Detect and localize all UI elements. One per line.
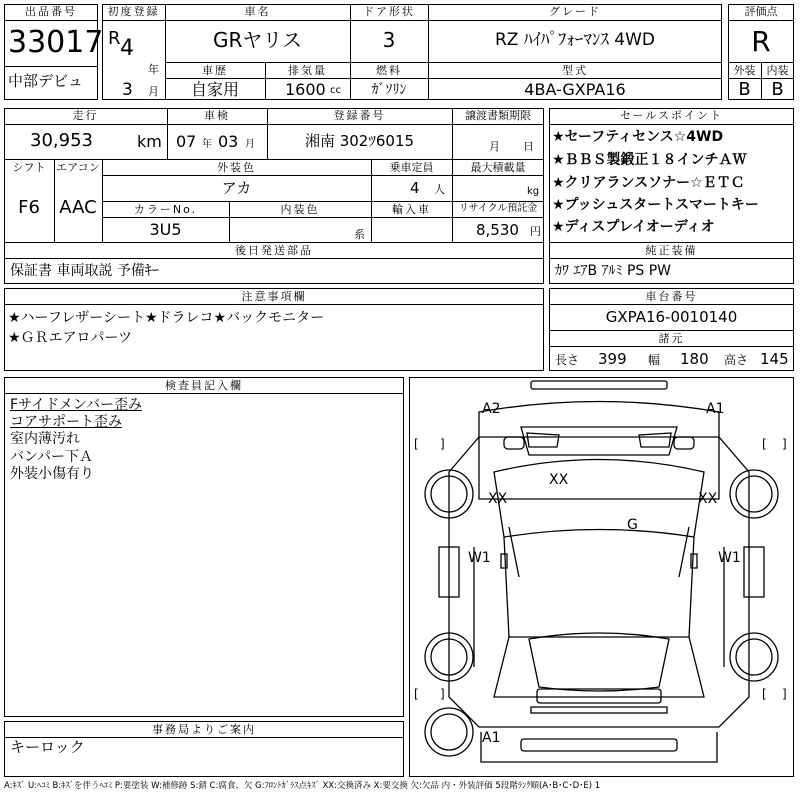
- score: R: [751, 25, 771, 58]
- equipment-header: 純正装備: [645, 244, 698, 257]
- grade-header: グレード: [549, 5, 601, 18]
- load-unit: kg: [527, 186, 540, 197]
- mark-a1-bottom: A1: [482, 730, 501, 746]
- bracket-r3: ]: [440, 687, 445, 701]
- car-name-header: 車名: [244, 5, 271, 18]
- import-header: 輸入車: [392, 203, 431, 216]
- sales-point-1: ★セーフティセンス☆4WD: [552, 129, 724, 145]
- load-header: 最大積載量: [470, 161, 526, 174]
- office-header: 事務局よりご案内: [152, 723, 256, 736]
- equipment: ｶﾜ ｴｱB ｱﾙﾐ PS PW: [555, 263, 672, 279]
- transfer-day: 日: [523, 140, 534, 153]
- era: R: [108, 28, 121, 49]
- inspector-line-1: Fサイドメンバー歪み: [10, 397, 142, 413]
- fuel-header: 燃料: [376, 64, 402, 77]
- chassis-header: 車台番号: [645, 290, 698, 303]
- mark-w1-right: W1: [718, 550, 741, 566]
- sales-point-4: ★プッシュスタートスマートキー: [552, 197, 759, 213]
- legend: A:ｷｽﾞ U:ﾍｺﾐ B:ｷｽﾞを伴うﾍｺﾐ P:要塗装 W:補修跡 S:錆 C:腐食、欠 G:ﾌﾛﾝﾄｶﾞﾗｽ点ｷｽﾞ XX:交換済み X:要交換 欠:欠品 内・外装評価 5段階ﾗﾝｸ順(A･B･C･D･E) 1: [4, 781, 601, 791]
- notes-line-1: ★ハーフレザーシート★ドラレコ★バックモニター: [8, 310, 325, 326]
- recycle-unit: 円: [530, 225, 541, 238]
- mark-g: G: [627, 517, 638, 533]
- sales-header: セールスポイント: [619, 109, 723, 122]
- mark-w1-left: W1: [468, 550, 491, 566]
- bracket-l4: [: [762, 687, 767, 701]
- mark-xx-left: XX: [488, 491, 508, 507]
- color-no: 3U5: [149, 220, 182, 239]
- length: 399: [598, 350, 627, 368]
- reg-year: 4: [120, 36, 134, 61]
- plate-header: 登録番号: [333, 109, 386, 122]
- displacement-unit: cc: [330, 85, 341, 96]
- later-parts-header: 後日発送部品: [235, 244, 313, 257]
- int-score: B: [771, 79, 784, 100]
- inspector-line-5: 外装小傷有り: [10, 466, 94, 482]
- inspector-line-4: バンパー下Ａ: [10, 449, 94, 465]
- ext-score: B: [738, 79, 751, 100]
- ext-color-header: 外装色: [217, 161, 256, 174]
- year-label: 年: [148, 63, 159, 76]
- car-name: GRヤリス: [213, 28, 302, 52]
- mark-a1-top: A1: [706, 401, 725, 417]
- shift: F6: [18, 197, 40, 218]
- displacement-header: 排気量: [288, 64, 327, 77]
- reg-month: 3: [122, 80, 133, 100]
- mark-a2: A2: [482, 401, 501, 417]
- later-parts: 保証書 車両取説 予備ｷｰ: [10, 263, 159, 279]
- bracket-r4: ]: [782, 687, 787, 701]
- mileage-header: 走行: [72, 109, 99, 122]
- int-header: 内装: [766, 64, 789, 77]
- sales-point-3: ★クリアランスソナー☆ＥＴＣ: [552, 175, 745, 191]
- debut-label: 中部デビュ: [8, 72, 84, 90]
- model-header: 型式: [562, 64, 588, 77]
- bracket-r2: ]: [782, 437, 787, 451]
- lot-number: 33017: [8, 25, 104, 60]
- ext-color: アカ: [221, 179, 252, 197]
- score-header: 評価点: [744, 5, 778, 18]
- bracket-r1: ]: [440, 437, 445, 451]
- displacement: 1600: [285, 80, 326, 99]
- inspection-year-unit: 年: [202, 139, 212, 150]
- mileage-unit: km: [137, 132, 162, 151]
- fuel: ｶﾞｿﾘﾝ: [371, 82, 407, 98]
- recycle-header: リサイクル預託金: [458, 203, 538, 214]
- mark-xx-right: XX: [698, 491, 718, 507]
- capacity-unit: 人: [434, 183, 445, 196]
- sales-point-5: ★ディスプレイオーディオ: [552, 219, 715, 235]
- grade: RZ ﾊｲﾊﾟﾌｫｰﾏﾝｽ 4WD: [495, 30, 655, 50]
- shift-header: シフト: [12, 161, 46, 174]
- lot-header: 出品番号: [25, 5, 77, 18]
- specs-header: 諸元: [658, 332, 685, 345]
- mileage: 30,953: [30, 130, 93, 151]
- length-label: 長さ: [555, 353, 580, 367]
- inspection-month: 03: [218, 132, 239, 151]
- inspector-line-3: 室内薄汚れ: [10, 431, 80, 447]
- ac: AAC: [59, 197, 97, 218]
- ext-header: 外装: [733, 64, 756, 77]
- history-header: 車歴: [202, 64, 228, 77]
- capacity-header: 乗車定員: [389, 161, 434, 174]
- ac-header: エアコン: [56, 161, 100, 174]
- inspection-year: 07: [176, 132, 197, 151]
- chassis-number: GXPA16-0010140: [605, 308, 738, 326]
- door: 3: [382, 28, 396, 52]
- car-diagram: [409, 377, 794, 777]
- width: 180: [680, 350, 709, 368]
- first-reg-header: 初度登録: [107, 5, 160, 18]
- inspector-header: 検査員記入欄: [165, 379, 243, 392]
- inspection-month-unit: 月: [245, 139, 255, 150]
- mark-xx-center: XX: [549, 472, 569, 488]
- month-label: 月: [148, 85, 159, 98]
- bracket-l2: [: [762, 437, 767, 451]
- bracket-l1: [: [414, 437, 419, 451]
- width-label: 幅: [648, 353, 661, 367]
- plate: 湘南 302ﾂ6015: [304, 132, 415, 150]
- inspection-header: 車検: [204, 109, 230, 122]
- model: 4BA-GXPA16: [524, 80, 626, 99]
- transfer-month: 月: [489, 140, 500, 153]
- recycle: 8,530: [476, 221, 519, 239]
- capacity: 4: [410, 179, 420, 197]
- sales-point-2: ★ＢＢＳ製鍛正１８インチＡＷ: [552, 152, 747, 168]
- int-color-header: 内装色: [280, 203, 320, 216]
- color-no-header: カラーNo.: [133, 203, 198, 216]
- door-header: ドア形状: [363, 5, 415, 18]
- notes-header: 注意事項欄: [241, 290, 307, 303]
- office-note: キーロック: [10, 738, 85, 756]
- height-label: 高さ: [724, 353, 749, 367]
- history: 自家用: [190, 80, 239, 99]
- int-color-unit: 系: [354, 228, 365, 241]
- notes-line-2: ★ＧＲエアロパーツ: [8, 330, 132, 346]
- height: 145: [760, 350, 789, 368]
- inspector-line-2: コアサポート歪み: [10, 414, 122, 430]
- transfer-header: 譲渡書類期限: [465, 109, 531, 122]
- bracket-l3: [: [414, 687, 419, 701]
